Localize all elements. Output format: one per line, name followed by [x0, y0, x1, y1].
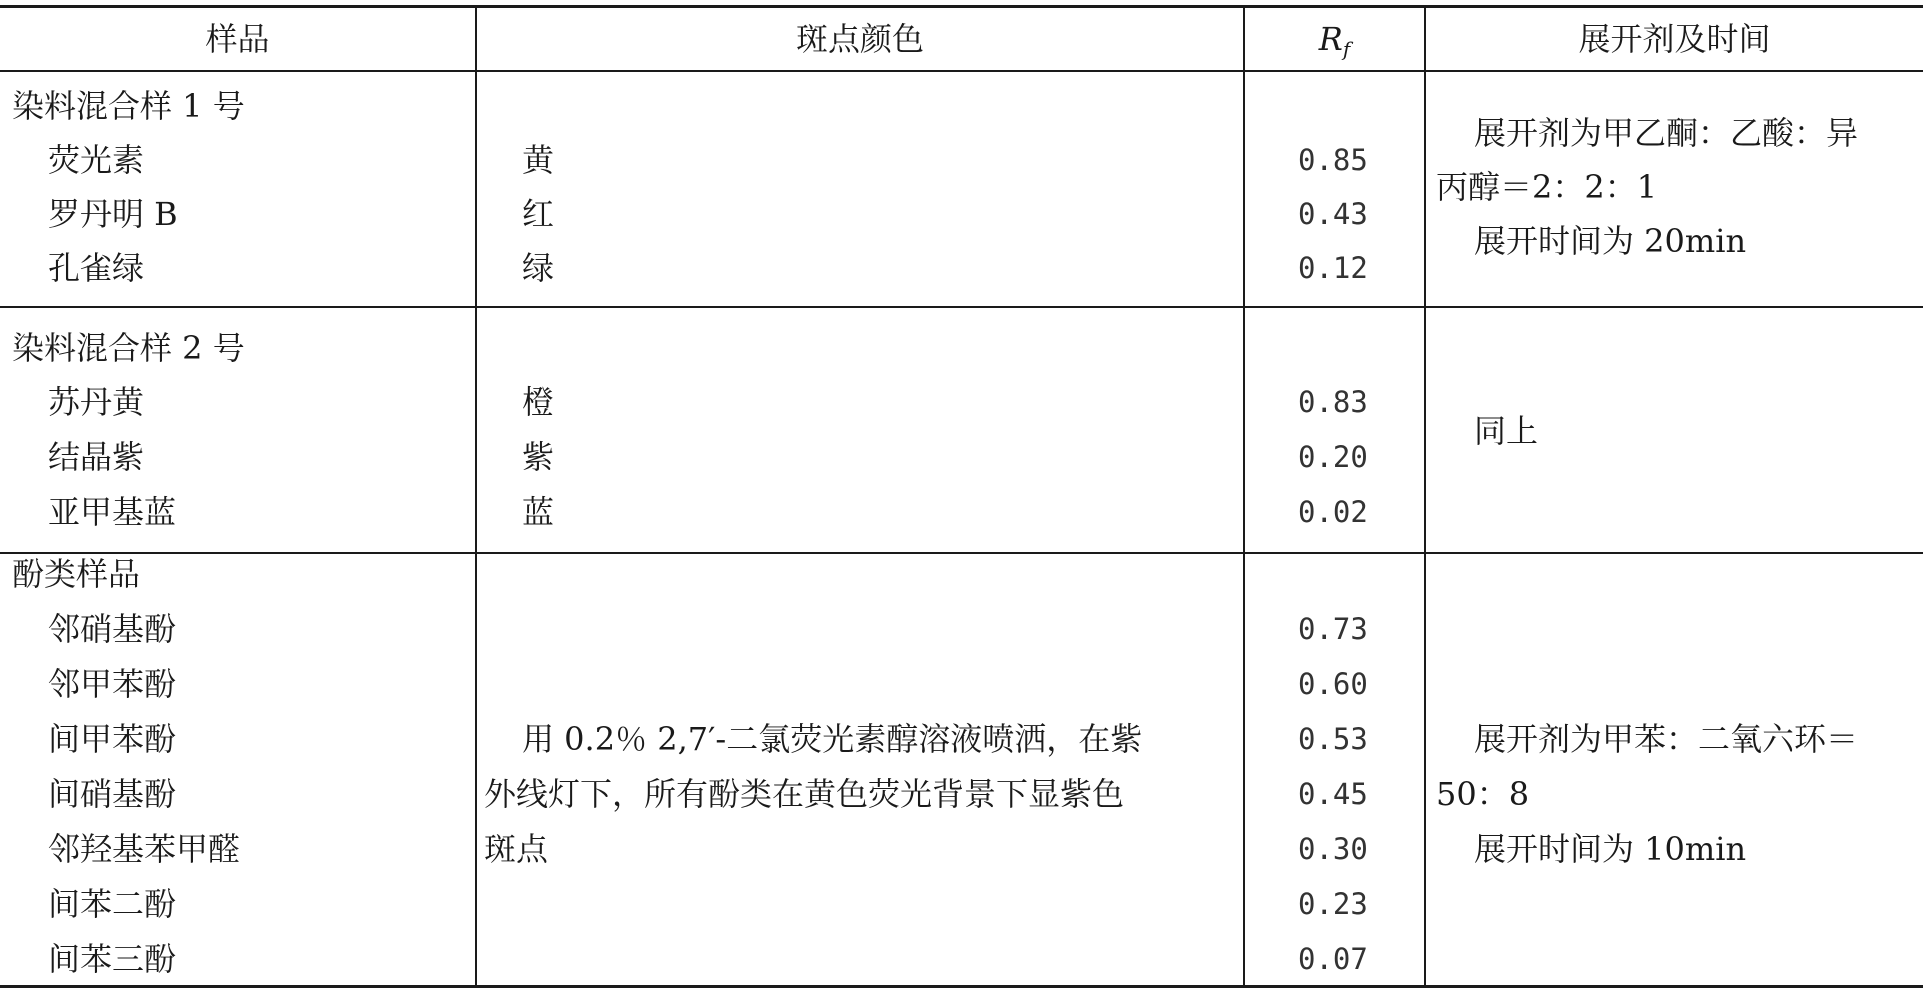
rf-value: 0.73	[1298, 612, 1368, 646]
spot-color: 黄	[522, 141, 555, 179]
col-divider-2	[1243, 6, 1245, 988]
rf-value: 0.85	[1298, 143, 1368, 177]
rf-value: 0.83	[1298, 385, 1368, 419]
sample-name: 罗丹明 B	[48, 195, 178, 233]
rf-value: 0.53	[1298, 722, 1368, 756]
solvent-text: 展开剂为甲苯：二氧六环＝	[1474, 720, 1859, 758]
sample-name: 间硝基酚	[48, 775, 177, 813]
sample-name: 亚甲基蓝	[48, 493, 177, 531]
rf-value: 0.45	[1298, 777, 1368, 811]
spot-color-description: 斑点	[484, 830, 549, 868]
spot-color-description: 外线灯下，所有酚类在黄色荧光背景下显紫色	[484, 775, 1125, 813]
header-solvent-time: 展开剂及时间	[1578, 20, 1771, 58]
spot-color: 紫	[522, 438, 555, 476]
group2-rule	[0, 552, 1923, 554]
spot-color: 红	[522, 195, 555, 233]
spot-color-description: 用 0.2％ 2,7′-二氯荧光素醇溶液喷洒，在紫	[522, 720, 1143, 758]
solvent-text: 50：8	[1436, 775, 1530, 813]
rf-value: 0.30	[1298, 832, 1368, 866]
sample-name: 结晶紫	[48, 438, 145, 476]
sample-name: 邻硝基酚	[48, 610, 177, 648]
sample-name: 荧光素	[48, 141, 145, 179]
rf-value: 0.02	[1298, 495, 1368, 529]
rf-value: 0.12	[1298, 251, 1368, 285]
group1-rule	[0, 306, 1923, 308]
solvent-text: 展开剂为甲乙酮：乙酸：异	[1474, 114, 1859, 152]
bottom-rule	[0, 985, 1923, 988]
solvent-text: 同上	[1474, 412, 1539, 450]
sample-name: 孔雀绿	[48, 249, 145, 287]
group-title: 染料混合样 1 号	[12, 87, 245, 125]
col-divider-3	[1424, 6, 1426, 988]
solvent-text: 丙醇＝2：2：1	[1436, 168, 1658, 206]
header-rf-main: R	[1318, 20, 1343, 58]
header-rf-sub: f	[1342, 37, 1351, 61]
spot-color: 蓝	[522, 493, 555, 531]
header-spot-color: 斑点颜色	[795, 20, 924, 58]
group-title: 酚类样品	[12, 555, 141, 593]
header-rf	[1245, 6, 1424, 82]
rf-value: 0.60	[1298, 667, 1368, 701]
spot-color: 橙	[522, 383, 555, 421]
sample-name: 邻甲苯酚	[48, 665, 177, 703]
sample-name: 邻羟基苯甲醛	[48, 830, 241, 868]
group-title: 染料混合样 2 号	[12, 329, 245, 367]
sample-name: 间甲苯酚	[48, 720, 177, 758]
rf-value: 0.07	[1298, 942, 1368, 976]
develop-time: 展开时间为 10min	[1474, 830, 1747, 868]
header-sample: 样品	[205, 20, 270, 58]
rf-value: 0.43	[1298, 197, 1368, 231]
sample-name: 苏丹黄	[48, 383, 145, 421]
sample-name: 间苯二酚	[48, 885, 177, 923]
develop-time: 展开时间为 20min	[1474, 222, 1747, 260]
col-divider-1	[475, 6, 477, 988]
spot-color: 绿	[522, 249, 555, 287]
rf-value: 0.20	[1298, 440, 1368, 474]
sample-name: 间苯三酚	[48, 940, 177, 978]
rf-value: 0.23	[1298, 887, 1368, 921]
